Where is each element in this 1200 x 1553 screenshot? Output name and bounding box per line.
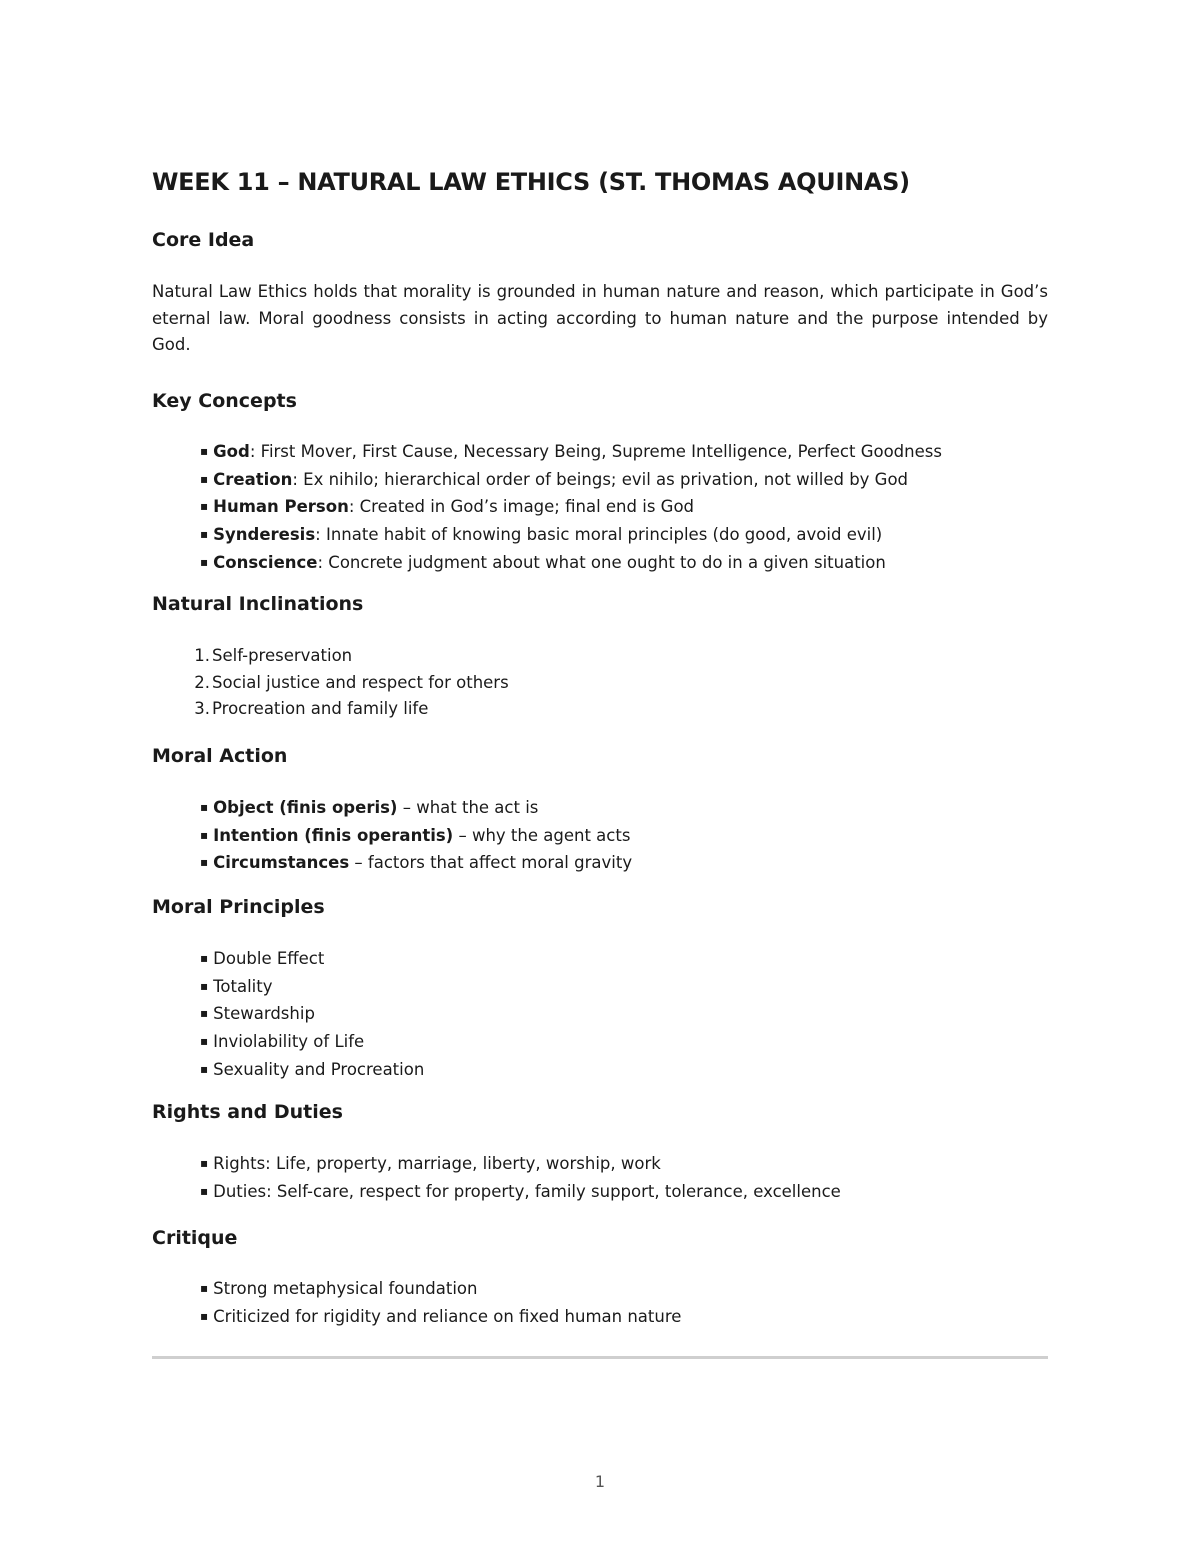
list-item-text: Strong metaphysical foundation <box>213 1279 478 1298</box>
list-item-text: Criticized for rigidity and reliance on fixed human nature <box>213 1306 682 1326</box>
list-item-text: Double Effect <box>213 949 325 968</box>
list-item <box>200 1303 681 1331</box>
list-item <box>200 945 424 973</box>
bullet-marker: ▪ <box>200 800 209 814</box>
bullet-marker: ▪ <box>200 1156 209 1170</box>
concept-text: : Concrete judgment about what one ought to do in a given situation <box>317 552 886 572</box>
moral-action-list <box>200 794 632 877</box>
list-item <box>194 696 509 723</box>
list-item <box>200 493 942 521</box>
list-item-text: Inviolability of Life <box>213 1032 365 1052</box>
list-item <box>200 1056 424 1084</box>
action-term: Circumstances <box>213 853 350 873</box>
list-item-text: Stewardship <box>213 1004 315 1024</box>
list-item-text: Sexuality and Procreation <box>213 1059 425 1079</box>
heading-natural-inclinations: Natural Inclinations <box>152 593 364 615</box>
concept-text: : Innate habit of knowing basic moral principles (do good, avoid evil) <box>315 525 883 545</box>
list-item <box>200 849 632 877</box>
bullet-marker: ▪ <box>200 1308 209 1323</box>
bullet-marker: ▪ <box>200 951 209 965</box>
list-item <box>200 1000 424 1028</box>
heading-moral-action: Moral Action <box>152 745 288 767</box>
list-item <box>200 549 942 577</box>
list-item-text: Duties: Self-care, respect for property, family support, tolerance, excellence <box>213 1181 841 1201</box>
page-number: 1 <box>594 1472 606 1491</box>
list-item <box>200 1178 841 1206</box>
concept-term: Synderesis <box>213 525 316 545</box>
bullet-marker: ▪ <box>200 499 209 514</box>
concept-term: Creation <box>213 469 293 489</box>
bullet-marker: ▪ <box>200 554 209 569</box>
bullet-marker: ▪ <box>200 827 209 842</box>
action-text: – why the agent acts <box>453 825 631 845</box>
rights-duties-list <box>200 1150 841 1205</box>
concept-term: Human Person <box>213 497 349 517</box>
list-item-text: Procreation and family life <box>212 699 429 719</box>
bullet-marker: ▪ <box>200 527 209 542</box>
heading-critique: Critique <box>152 1227 238 1249</box>
list-item <box>200 1150 841 1178</box>
list-item <box>200 794 632 822</box>
concept-text: : Ex nihilo; hierarchical order of beings; evil as privation, not willed by God <box>292 469 909 489</box>
bullet-marker: ▪ <box>200 1061 209 1076</box>
bullet-marker: ▪ <box>200 855 209 870</box>
list-item <box>200 1275 681 1303</box>
list-item <box>200 521 942 549</box>
list-number: 2. <box>194 672 210 692</box>
bullet-marker: ▪ <box>200 1183 209 1198</box>
list-item <box>200 1028 424 1056</box>
list-item-text: Totality <box>213 976 273 996</box>
list-item <box>200 973 424 1001</box>
document-title: WEEK 11 – NATURAL LAW ETHICS (ST. THOMAS AQUINAS) <box>152 168 910 196</box>
list-number: 3. <box>194 699 210 719</box>
action-text: – factors that affect moral gravity <box>349 853 633 873</box>
action-term: Intention (finis operantis) <box>213 825 454 845</box>
list-item-text: Rights: Life, property, marriage, liberty, worship, work <box>213 1154 661 1173</box>
action-text: – what the act is <box>397 798 539 817</box>
concept-term: Conscience <box>213 552 318 572</box>
bullet-marker: ▪ <box>200 1006 209 1021</box>
list-item <box>194 670 509 697</box>
bullet-marker: ▪ <box>200 471 209 486</box>
action-term: Object (finis operis) <box>213 798 398 817</box>
concept-term: God <box>213 442 250 461</box>
key-concepts-list <box>200 438 942 577</box>
concept-text: : First Mover, First Cause, Necessary Being, Supreme Intelligence, Perfect Goodness <box>249 442 942 461</box>
bullet-marker: ▪ <box>200 444 209 458</box>
heading-core-idea: Core Idea <box>152 229 255 251</box>
list-item-text: Social justice and respect for others <box>212 672 509 692</box>
natural-inclinations-list <box>194 643 509 723</box>
bullet-marker: ▪ <box>200 978 209 993</box>
list-item-text: Self-preservation <box>212 646 353 665</box>
horizontal-divider <box>152 1356 1048 1359</box>
heading-moral-principles: Moral Principles <box>152 896 325 918</box>
list-number: 1. <box>194 646 210 665</box>
bullet-marker: ▪ <box>200 1281 209 1295</box>
list-item <box>194 643 509 670</box>
heading-rights-duties: Rights and Duties <box>152 1101 343 1123</box>
list-item <box>200 438 942 466</box>
bullet-marker: ▪ <box>200 1034 209 1049</box>
core-idea-paragraph: Natural Law Ethics holds that morality is grounded in human nature and reason, which participate in God’s eternal law. Moral goodness consists in acting according to human nature and the purpose intended by God. <box>152 282 1048 354</box>
concept-text: : Created in God’s image; final end is God <box>348 497 695 517</box>
moral-principles-list <box>200 945 424 1084</box>
list-item <box>200 822 632 850</box>
list-item <box>200 466 942 494</box>
critique-list <box>200 1275 681 1330</box>
heading-key-concepts: Key Concepts <box>152 390 297 412</box>
